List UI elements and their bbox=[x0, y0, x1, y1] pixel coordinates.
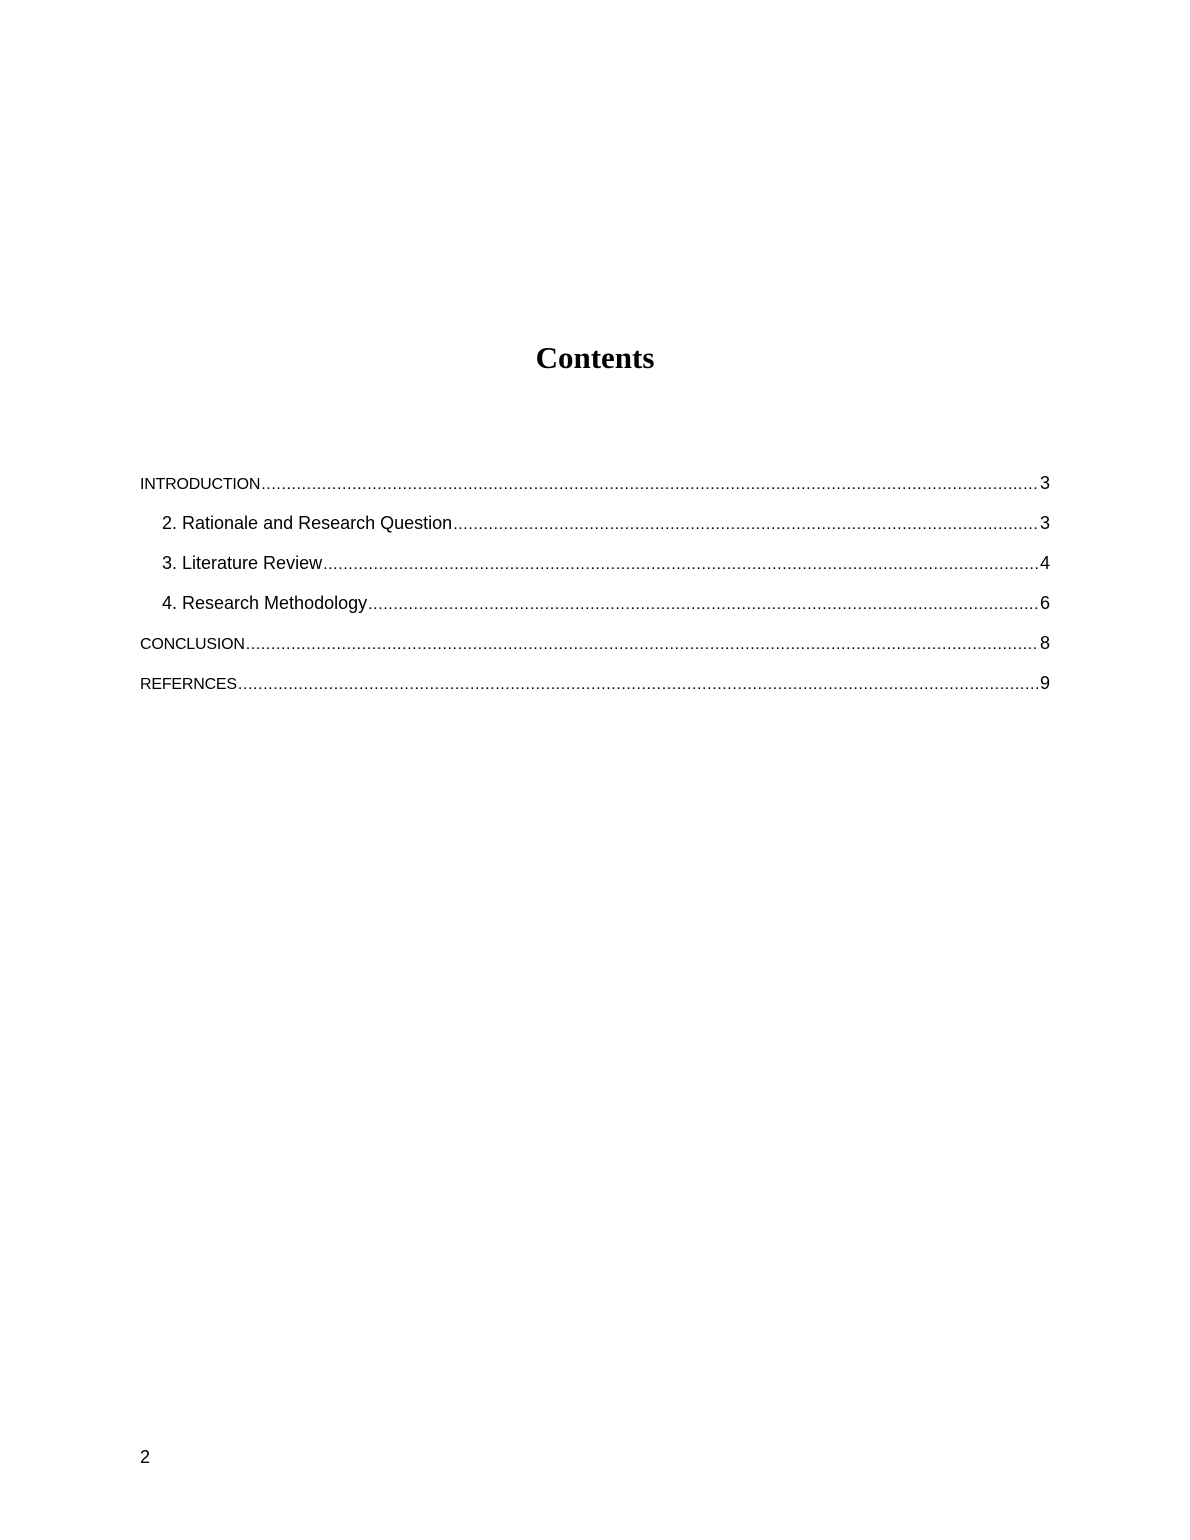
toc-entry-label: 4. Research Methodology bbox=[162, 593, 368, 613]
page-title: Contents bbox=[535, 340, 655, 375]
toc-entry-label: 3. Literature Review bbox=[162, 553, 323, 573]
toc-entry-page: 3 bbox=[1039, 513, 1050, 533]
toc-entry-research-methodology[interactable] bbox=[140, 590, 1050, 630]
toc-entry-references[interactable] bbox=[140, 670, 1050, 710]
toc-dot-leader bbox=[323, 552, 1039, 578]
toc-entry-rationale[interactable] bbox=[140, 510, 1050, 550]
toc-entry-introduction[interactable] bbox=[140, 470, 1050, 510]
toc-entry-conclusion[interactable] bbox=[140, 630, 1050, 670]
toc-entry-page: 6 bbox=[1039, 593, 1050, 613]
toc-entry-label: 2. Rationale and Research Question bbox=[162, 513, 453, 533]
toc-entry-label: CONCLUSION bbox=[140, 636, 245, 653]
toc-dot-leader bbox=[246, 632, 1039, 658]
toc-entry-page: 8 bbox=[1039, 633, 1050, 653]
toc-dot-leader bbox=[368, 592, 1039, 618]
table-of-contents bbox=[140, 470, 1050, 710]
toc-entry-label: INTRODUCTION bbox=[140, 476, 261, 493]
toc-entry-page: 3 bbox=[1039, 473, 1050, 493]
toc-dot-leader bbox=[261, 472, 1039, 498]
toc-dot-leader bbox=[238, 672, 1039, 698]
toc-dot-leader bbox=[453, 512, 1039, 538]
toc-entry-label: REFERNCES bbox=[140, 676, 237, 693]
toc-entry-page: 4 bbox=[1039, 553, 1050, 573]
toc-entry-literature-review[interactable] bbox=[140, 550, 1050, 590]
toc-entry-page: 9 bbox=[1039, 673, 1050, 693]
page-number: 2 bbox=[140, 1447, 151, 1467]
